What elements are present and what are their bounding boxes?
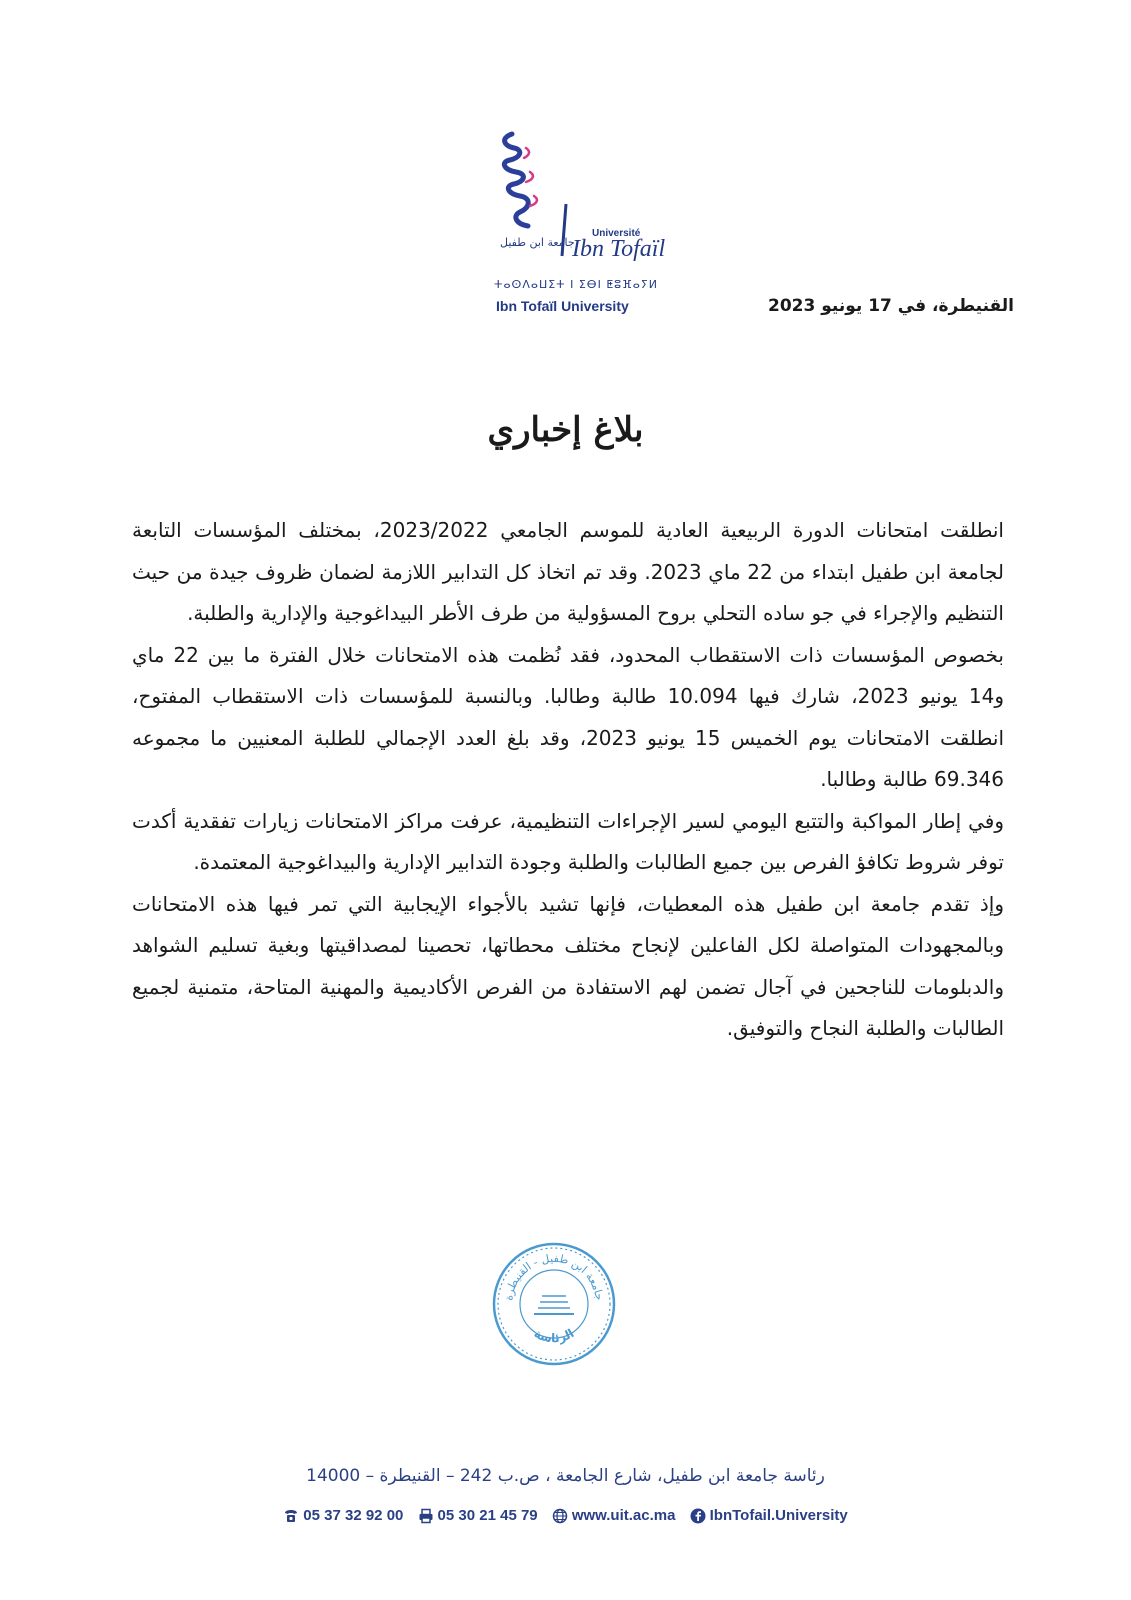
footer-facebook[interactable] — [690, 1507, 848, 1524]
page-title: بلاغ إخباري — [487, 410, 644, 450]
logo-arabic-name: جامعة ابن طفيل — [500, 236, 575, 249]
footer-fax[interactable] — [418, 1507, 538, 1524]
phone-number: 05 37 32 92 00 — [303, 1506, 404, 1524]
document-body — [132, 510, 1004, 1050]
website-link: www.uit.ac.ma — [571, 1506, 676, 1524]
phone-icon — [283, 1508, 299, 1524]
logo-tifinagh-name: ⵜⴰⵙⴷⴰⵡⵉⵜ ⵏ ⵉⴱⵏ ⵟⵓⴼⴰⵢⵍ — [494, 278, 659, 291]
globe-icon — [552, 1508, 568, 1524]
university-logo — [490, 128, 666, 324]
logo-english-name: Ibn Tofaïl University — [496, 298, 629, 314]
fax-icon — [418, 1508, 434, 1524]
footer-website[interactable] — [552, 1507, 676, 1524]
svg-text:الرئاسة: الرئاسة — [531, 1326, 577, 1346]
stamp-seal-icon — [490, 1240, 618, 1368]
paragraph-1: انطلقت امتحانات الدورة الربيعية العادية للموسم الجامعي 2023/2022، بمختلف المؤسسات التابعة لجامعة ابن طفيل ابتداء من 22 ماي 2023. وقد تم اتخاذ كل التدابير اللازمة لضمان ظروف جيدة من حيث التنظيم والإجراء في جو ساده التحلي بروح المسؤولية من طرف الأطر البيداغوجية والإدارية والطلبة. — [132, 518, 1004, 625]
logo-latin-top: Université — [592, 228, 641, 239]
paragraph-3: وفي إطار المواكبة والتتبع اليومي لسير الإجراءات التنظيمية، عرفت مراكز الامتحانات زيارات تفقدية أكدت توفر شروط تكافؤ الفرص بين جميع الطالبات والطلبة وجودة التدابير الإدارية والبيداغوجية المعتمدة. — [132, 808, 1004, 874]
footer-address: رئاسة جامعة ابن طفيل، شارع الجامعة ، ص.ب 242 – القنيطرة – 14000 — [306, 1466, 825, 1486]
paragraph-2: بخصوص المؤسسات ذات الاستقطاب المحدود، فقد نُظمت هذه الامتحانات خلال الفترة ما بين 22 ماي و14 يونيو 2023، شارك فيها 10.094 طالبة وطالبا. وبالنسبة للمؤسسات ذات الاستقطاب المفتوح، انطلقت الامتحانات يوم الخميس 15 يونيو 2023، وقد بلغ العدد الإجمالي للطلبة المعنيين ما مجموعه 69.346 طالبة وطالبا. — [132, 642, 1005, 791]
fax-number: 05 30 21 45 79 — [437, 1506, 538, 1524]
svg-text:جامعة ابن طفيل - القنيطرة: جامعة ابن طفيل - القنيطرة — [502, 1251, 606, 1302]
facebook-link: IbnTofail.University — [709, 1506, 848, 1524]
paragraph-4: وإذ تقدم جامعة ابن طفيل هذه المعطيات، فإنها تشيد بالأجواء الإيجابية التي تمر فيها هذه الامتحانات وبالمجهودات المتواصلة لكل الفاعلين لإنجاح مختلف محطاتها، تحصينا لمصداقيتها وبغية تسليم الشواهد والدبلومات للناجحين في آجال تضمن لهم الاستفادة من الفرص الأكاديمية والمهنية المتاحة، متمنية لجميع الطالبات والطلبة النجاح والتوفيق. — [132, 891, 1004, 1040]
facebook-icon — [690, 1508, 706, 1524]
logo-latin-name: Ibn Tofaïl — [572, 236, 666, 262]
footer-phone[interactable] — [283, 1507, 403, 1524]
official-stamp — [490, 1240, 618, 1368]
document-date: القنيطرة، في 17 يونيو 2023 — [768, 296, 1014, 316]
footer-contact — [0, 1506, 1131, 1524]
